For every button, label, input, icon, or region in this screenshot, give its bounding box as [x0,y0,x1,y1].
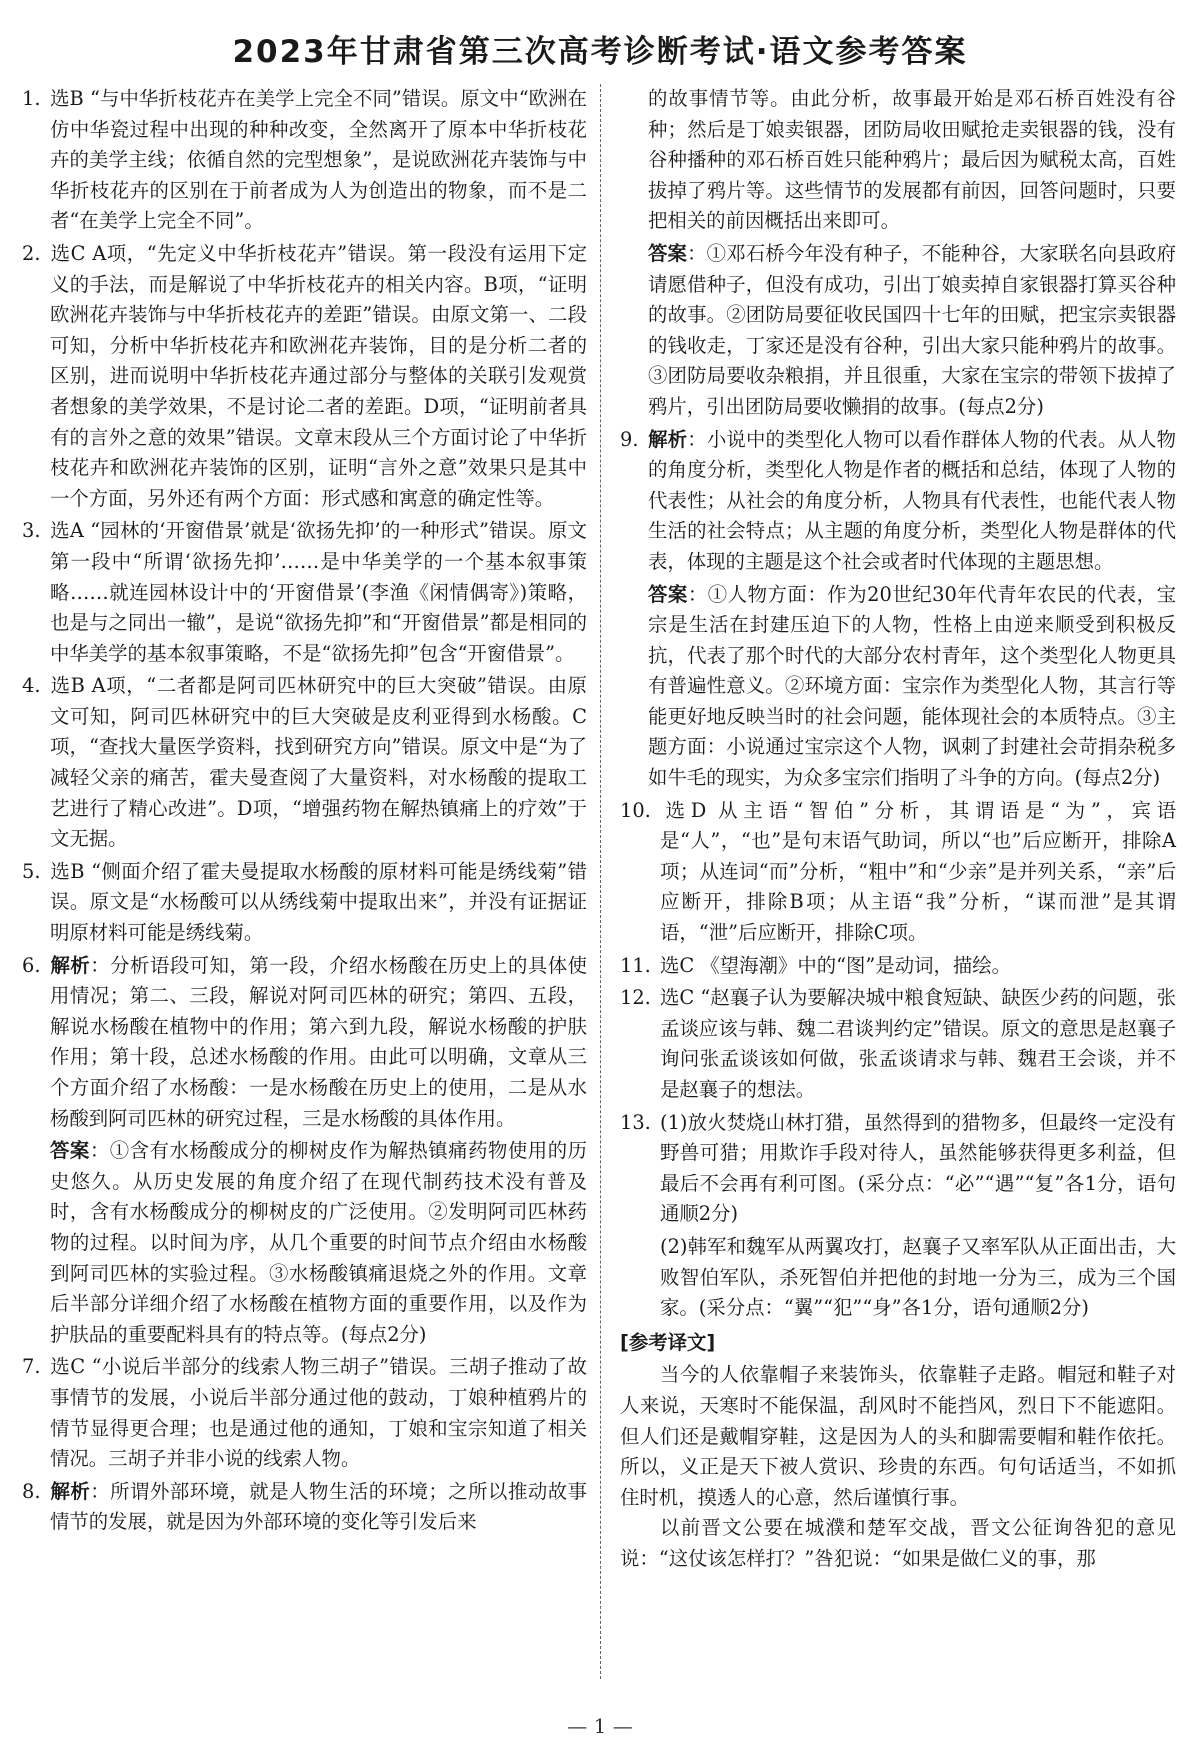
answer-text: ：①邓石桥今年没有种子，不能种谷，大家联名向县政府请愿借种子，但没有成功，引出丁娘卖掉自家银器打算买谷种的故事。②团防局要征收民国四十七年的田赋，把宝宗卖银器的钱收走，丁家还是没有谷种，引出大家只能种鸦片的故事。③团防局要收杂粮捐，并且很重，大家在宝宗的带领下拔掉了鸦片，引出团防局要收懒捐的故事。(每点2分) [648,241,1177,418]
answer-block-8 [620,239,1176,423]
answer-item-12: 12. 选C “赵襄子认为要解决城中粮食短缺、缺医少药的问题，张孟谈应该与韩、魏二君谈判约定”错误。原文的意思是赵襄子询问张孟谈该如何做，张孟谈请求与韩、魏君王会谈，并不是赵襄子的想法。 [620,986,1176,1101]
translation-label: [参考译文] [620,1330,716,1354]
answer-item-1: 1. 选B “与中华折枝花卉在美学上完全不同”错误。原文中“欧洲在仿中华瓷过程中出现的种种改变，全然离开了原本中华折枝花卉的美学主线；依循自然的完型想象”，是说欧洲花卉装饰与中华折枝花卉的区别在于前者成为人为创造出的物象，而不是二者“在美学上完全不同”。 [22,87,587,233]
answer-label: 答案 [648,241,688,265]
page-title: 2023年甘肃省第三次高考诊断考试·语文参考答案 [232,34,968,70]
analysis-text: ：所谓外部环境，就是人物生活的环境；之所以推动故事情节的发展，就是因为外部环境的变化等引发后来 [50,1479,588,1534]
answer-text: 选B A项，“二者都是阿司匹林研究中的巨大突破”错误。由原文可知，阿司匹林研究中的巨大突破是皮利亚得到水杨酸。C项，“查找大量医学资料，找到研究方向”错误。原文中是“为了减轻父亲的痛苦，霍夫曼查阅了大量资料，对水杨酸的提取工艺进行了精心改进”。D项，“增强药物在解热镇痛上的疗效”于文无据。 [50,674,587,851]
answer-item-2: 2. 选C A项，“先定义中华折枝花卉”错误。第一段没有运用下定义的手法，而是解说了中华折枝花卉的相关内容。B项，“证明欧洲花卉装饰与中华折枝花卉的差距”错误。由原文第一、二段可知，分析中华折枝花卉和欧洲花卉装饰，目的是分析二者的区别，进而说明中华折枝花卉通过部分与整体的关联引发观赏者想象的美学效果，不是讨论二者的差距。D项，“证明前者具有的言外之意的效果”错误。文章末段从三个方面讨论了中华折枝花卉和欧洲花卉装饰的区别，证明“言外之意”效果只是其中一个方面，另外还有两个方面：形式感和寓意的确定性等。 [22,241,587,510]
analysis-text: ：小说中的类型化人物可以看作群体人物的代表。从人物的角度分析，类型化人物是作者的概括和总结，体现了人物的代表性；从社会的角度分析，人物具有代表性，也能代表人物生活的社会特点；从主题的角度分析，类型化人物是群体的代表，体现的主题是这个社会或者时代体现的主题思想。 [648,427,1177,573]
answer-item-8: 8. 解析：所谓外部环境，就是人物生活的环境；之所以推动故事情节的发展，就是因为外部环境的变化等引发后来 [22,1479,588,1534]
answer-text: 选C “小说后半部分的线索人物三胡子”错误。三胡子推动了故事情节的发展，小说后半部分通过他的鼓动，丁娘种植鸦片的情节显得更合理；也是通过他的通知，丁娘和宝宗知道了相关情况。三胡子并非小说的线索人物。 [50,1355,587,1471]
answer-item-11: 11. 选C 《望海潮》中的“图”是动词，描绘。 [620,953,1012,977]
analysis-label: 解析 [50,1479,91,1503]
analysis-text: ：分析语段可知，第一段，介绍水杨酸在历史上的具体使用情况；第二、三段，解说对阿司匹林的研究；第四、五段，解说水杨酸在植物中的作用；第六到九段，解说水杨酸的护肤作用；第十段，总述水杨酸的作用。由此可以明确，文章从三个方面介绍了水杨酸：一是水杨酸在历史上的使用，二是从水杨酸到阿司匹林的研究过程，三是水杨酸的具体作用。 [50,953,588,1130]
answer-item-7: 7. 选C “小说后半部分的线索人物三胡子”错误。三胡子推动了故事情节的发展，小说后半部分通过他的鼓动，丁娘种植鸦片的情节显得更合理；也是通过他的通知，丁娘和宝宗知道了相关情况。三胡子并非小说的线索人物。 [22,1355,587,1471]
answer-item-13: 13. (1)放火焚烧山林打猎，虽然得到的猎物多，但最终一定没有野兽可猎；用欺诈手段对待人，虽然能够获得更多利益，但最后不会再有利可图。(采分点：“必”“遇”“复”各1分，语句通顺2分) [620,1110,1176,1226]
answer-label: 答案 [648,582,688,606]
translation-paragraph: 当今的人依靠帽子来装饰头，依靠鞋子走路。帽冠和鞋子对人来说，天寒时不能保温，刮风时不能挡风，烈日下不能遮阳。但人们还是戴帽穿鞋，这是因为人的头和脚需要帽和鞋作依托。所以，义正是天下被人赏识、珍贵的东西。句句话适当，不如抓住时机，摸透人的心意，然后谨慎行事。 [620,1363,1176,1509]
right-column [620,84,1176,1575]
answer-item-3: 3. 选A “园林的‘开窗借景’就是‘欲扬先抑’的一种形式”错误。原文第一段中“所谓‘欲扬先抑’……是中华美学的一个基本叙事策略……就连园林设计中的‘开窗借景’(李渔《闲情偶寄》)策略，也是与之同出一辙”，是说“欲扬先抑”和“开窗借景”都是相同的中华美学的基本叙事策略，不是“欲扬先抑”包含“开窗借景”。 [22,519,587,665]
answer-text: 选C 《望海潮》中的“图”是动词，描绘。 [660,953,1012,977]
answer-text: (1)放火焚烧山林打猎，虽然得到的猎物多，但最终一定没有野兽可猎；用欺诈手段对待人，虽然能够获得更多利益，但最后不会再有利可图。(采分点：“必”“遇”“复”各1分，语句通顺2分) [660,1110,1176,1226]
answer-item-6: 6. 解析：分析语段可知，第一段，介绍水杨酸在历史上的具体使用情况；第二、三段，解说对阿司匹林的研究；第四、五段，解说水杨酸在植物中的作用；第六到九段，解说水杨酸的护肤作用；第十段，总述水杨酸的作用。由此可以明确，文章从三个方面介绍了水杨酸：一是水杨酸在历史上的使用，二是从水杨酸到阿司匹林的研究过程，三是水杨酸的具体作用。 [22,953,588,1130]
answer-text: 选B “侧面介绍了霍夫曼提取水杨酸的原材料可能是绣线菊”错误。原文是“水杨酸可以从绣线菊中提取出来”，并没有证据证明原材料可能是绣线菊。 [50,859,587,945]
analysis-continuation-8: 的故事情节等。由此分析，故事最开始是邓石桥百姓没有谷种；然后是丁娘卖银器，团防局收田赋抢走卖银器的钱，没有谷种播种的邓石桥百姓只能种鸦片；最后因为赋税太高，百姓拔掉了鸦片等。这些情节的发展都有前因，回答问题时，只要把相关的前因概括出来即可。 [648,87,1176,233]
left-column [22,84,587,1540]
answer-text: 选C A项，“先定义中华折枝花卉”错误。第一段没有运用下定义的手法，而是解说了中华折枝花卉的相关内容。B项，“证明欧洲花卉装饰与中华折枝花卉的差距”错误。由原文第一、二段可知，分析中华折枝花卉和欧洲花卉装饰，目的是分析二者的区别，进而说明中华折枝花卉通过部分与整体的关联引发观赏者想象的美学效果，不是讨论二者的差距。D项，“证明前者具有的言外之意的效果”错误。文章末段从三个方面讨论了中华折枝花卉和欧洲花卉装饰的区别，证明“言外之意”效果只是其中一个方面，另外还有两个方面：形式感和寓意的确定性等。 [50,241,587,510]
analysis-label: 解析 [50,953,91,977]
column-divider [600,84,601,1679]
answer-text: 选A “园林的‘开窗借景’就是‘欲扬先抑’的一种形式”错误。原文第一段中“所谓‘欲扬先抑’……是中华美学的一个基本叙事策略……就连园林设计中的‘开窗借景’(李渔《闲情偶寄》)策略，也是与之同出一辙”，是说“欲扬先抑”和“开窗借景”都是相同的中华美学的基本叙事策略，不是“欲扬先抑”包含“开窗借景”。 [50,519,587,665]
translation-paragraph: 以前晋文公要在城濮和楚军交战，晋文公征询咎犯的意见说：“这仗该怎样打？”咎犯说：“如果是做仁义的事，那 [620,1516,1176,1570]
answer-item-5: 5. 选B “侧面介绍了霍夫曼提取水杨酸的原材料可能是绣线菊”错误。原文是“水杨酸可以从绣线菊中提取出来”，并没有证据证明原材料可能是绣线菊。 [22,859,587,945]
answer-item-10: 10. 选D 从主语“智伯”分析，其谓语是“为”，宾语是“人”，“也”是句末语气助词，所以“也”后应断开，排除A项；从连词“而”分析，“粗中”和“少亲”是并列关系，“亲”后应断开，排除B项；从主语“我”分析，“谋而泄”是其谓语，“泄”后应断开，排除C项。 [620,798,1176,945]
answer-text: ：①人物方面：作为20世纪30年代青年农民的代表，宝宗是生活在封建压迫下的人物，性格上由逆来顺受到积极反抗，代表了那个时代的大部分农村青年，这个类型化人物更具有普遍性意义。②环境方面：宝宗作为类型化人物，其言行等能更好地反映当时的社会问题，能体现社会的本质特点。③主题方面：小说通过宝宗这个人物，讽刺了封建社会苛捐杂税多如牛毛的现实，为众多宝宗们指明了斗争的方向。(每点2分) [648,582,1176,790]
answer-text: 选D 从主语“智伯”分析，其谓语是“为”，宾语是“人”，“也”是句末语气助词，所以“也”后应断开，排除A项；从连词“而”分析，“粗中”和“少亲”是并列关系，“亲”后应断开，排除B项；从主语“我”分析，“谋而泄”是其谓语，“泄”后应断开，排除C项。 [660,798,1176,945]
answer-text: 选C “赵襄子认为要解决城中粮食短缺、缺医少药的问题，张孟谈应该与韩、魏二君谈判约定”错误。原文的意思是赵襄子询问张孟谈该如何做，张孟谈请求与韩、魏君王会谈，并不是赵襄子的想法。 [660,986,1176,1101]
answer-item-13-part2: (2)韩军和魏军从两翼攻打，赵襄子又率军队从正面出击，大败智伯军队，杀死智伯并把他的封地一分为三，成为三个国家。(采分点：“翼”“犯”“身”各1分，语句通顺2分) [660,1234,1176,1320]
answer-text: 选B “与中华折枝花卉在美学上完全不同”错误。原文中“欧洲在仿中华瓷过程中出现的种种改变，全然离开了原本中华折枝花卉的美学主线；依循自然的完型想象”，是说欧洲花卉装饰与中华折枝花卉的区别在于前者成为人为创造出的物象，而不是二者“在美学上完全不同”。 [50,87,587,233]
answer-item-9: 9. 解析：小说中的类型化人物可以看作群体人物的代表。从人物的角度分析，类型化人物是作者的概括和总结，体现了人物的代表性；从社会的角度分析，人物具有代表性，也能代表人物生活的社会特点；从主题的角度分析，类型化人物是群体的代表，体现的主题是这个社会或者时代体现的主题思想。 [620,427,1177,573]
answer-item-4: 4. 选B A项，“二者都是阿司匹林研究中的巨大突破”错误。由原文可知，阿司匹林研究中的巨大突破是皮利亚得到水杨酸。C项，“查找大量医学资料，找到研究方向”错误。原文中是“为了减轻父亲的痛苦，霍夫曼查阅了大量资料，对水杨酸的提取工艺进行了精心改进”。D项，“增强药物在解热镇痛上的疗效”于文无据。 [22,674,587,851]
answer-block-6 [22,1136,587,1350]
answer-label: 答案 [50,1139,90,1163]
analysis-label: 解析 [648,427,688,451]
answer-text: ：①含有水杨酸成分的柳树皮作为解热镇痛药物使用的历史悠久。从历史发展的角度介绍了在现代制药技术没有普及时，含有水杨酸成分的柳树皮的广泛使用。②发明阿司匹林药物的过程。以时间为序，从几个重要的时间节点介绍由水杨酸到阿司匹林的实验过程。③水杨酸镇痛退烧之外的作用。文章后半部分详细介绍了水杨酸在植物方面的重要作用，以及作为护肤品的重要配料具有的特点等。(每点2分) [50,1139,588,1346]
page-number: — 1 — [567,1714,633,1738]
answer-block-9 [620,580,1176,794]
